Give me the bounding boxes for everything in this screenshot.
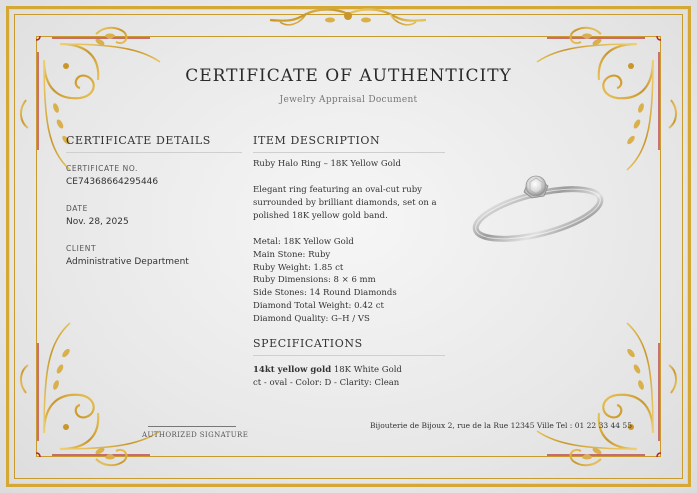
- item-name: Ruby Halo Ring – 18K Yellow Gold: [253, 159, 401, 169]
- description-line: surrounded by brilliant diamonds, set on a: [253, 197, 437, 208]
- jeweler-address: Bijouterie de Bijoux 2, rue de la Rue 12345 Ville Tel : 01 22 33 44 55: [370, 421, 632, 430]
- description-line: polished 18K yellow gold band.: [253, 210, 388, 221]
- client-label: CLIENT: [66, 244, 97, 253]
- attribute-diamond-quality: Diamond Quality: G–H / VS: [253, 313, 370, 324]
- specifications-rest: 18K White Gold: [331, 365, 402, 375]
- specifications-line-2: ct - oval - Color: D - Clarity: Clean: [253, 377, 400, 388]
- attribute-side-stones: Side Stones: 14 Round Diamonds: [253, 288, 397, 299]
- signature-line: [148, 426, 236, 427]
- attribute-ruby-weight: Ruby Weight: 1.85 ct: [253, 262, 344, 273]
- item-attributes: [253, 236, 397, 326]
- certificate-title: CERTIFICATE OF AUTHENTICITY: [185, 66, 512, 86]
- client-value: Administrative Department: [66, 257, 189, 267]
- signature-label: AUTHORIZED SIGNATURE: [142, 431, 249, 439]
- description-line: Elegant ring featuring an oval-cut ruby: [253, 185, 422, 195]
- specifications-bold: 14kt yellow gold: [253, 365, 332, 375]
- certificate-number-label: CERTIFICATE NO.: [66, 164, 139, 173]
- top-flourish: [270, 10, 426, 25]
- specifications-heading: SPECIFICATIONS: [253, 337, 445, 356]
- attribute-diamond-weight: Diamond Total Weight: 0.42 ct: [253, 300, 384, 311]
- ring-image: [470, 168, 606, 246]
- attribute-main-stone: Main Stone: Ruby: [253, 249, 331, 260]
- attribute-ruby-dimensions: Ruby Dimensions: 8 × 6 mm: [253, 275, 376, 286]
- certificate-number-value: CE74368664295446: [66, 177, 159, 187]
- certificate-subtitle: Jewelry Appraisal Document: [279, 95, 418, 105]
- date-label: DATE: [66, 204, 88, 213]
- item-heading: ITEM DESCRIPTION: [253, 134, 445, 153]
- specifications-text: [253, 364, 402, 390]
- attribute-metal: Metal: 18K Yellow Gold: [253, 237, 354, 247]
- specifications-line-1: [253, 364, 402, 377]
- date-value: Nov. 28, 2025: [66, 217, 129, 227]
- details-heading: CERTIFICATE DETAILS: [66, 134, 242, 153]
- item-description: [253, 184, 437, 222]
